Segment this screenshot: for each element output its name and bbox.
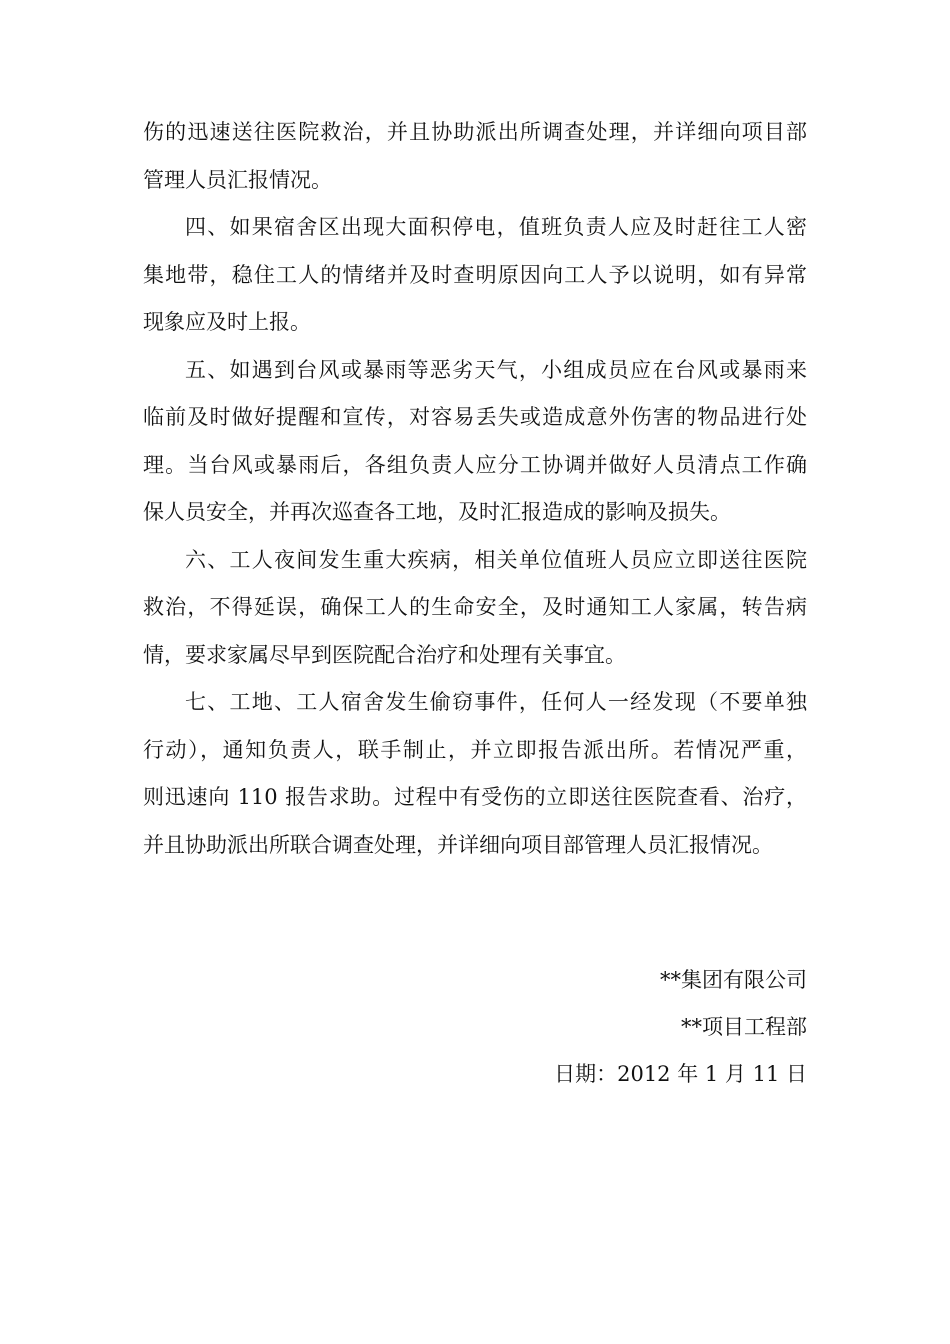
text-line: 现象应及时上报。 <box>143 310 311 334</box>
text-line: 集地带，稳住工人的情绪并及时查明原因向工人予以说明，如有异常 <box>143 262 807 287</box>
paragraph-item-4 <box>143 213 807 336</box>
text-line: 六、工人夜间发生重大疾病，相关单位值班人员应立即送往医院 <box>185 547 807 572</box>
paragraph-item-5 <box>143 356 807 527</box>
text-line: 并且协助派出所联合调查处理，并详细向项目部管理人员汇报情况。 <box>143 832 773 857</box>
text-line: 五、如遇到台风或暴雨等恶劣天气，小组成员应在台风或暴雨来 <box>185 357 807 382</box>
text-line: 七、工地、工人宿舍发生偷窃事件，任何人一经发现（不要单独 <box>185 690 807 714</box>
company-name: **集团有限公司 <box>660 968 807 992</box>
text-line: 理。当台风或暴雨后，各组负责人应分工协调并做好人员清点工作确 <box>143 452 807 477</box>
text-line: 伤的迅速送往医院救治，并且协助派出所调查处理，并详细向项目部 <box>143 120 807 144</box>
department-name: **项目工程部 <box>681 1015 807 1039</box>
text-line: 则迅速向 110 报告求助。过程中有受伤的立即送往医院查看、治疗， <box>143 785 807 809</box>
paragraph-item-6 <box>143 546 807 669</box>
text-line: 行动），通知负责人，联手制止，并立即报告派出所。若情况严重， <box>143 737 807 762</box>
text-line: 管理人员汇报情况。 <box>143 167 332 192</box>
document-body <box>143 118 807 878</box>
text-line: 情，要求家属尽早到医院配合治疗和处理有关事宜。 <box>143 642 626 667</box>
text-line: 临前及时做好提醒和宣传，对容易丢失或造成意外伤害的物品进行处 <box>143 405 807 429</box>
document-date: 日期：2012 年 1 月 11 日 <box>554 1062 807 1086</box>
text-line: 保人员安全，并再次巡查各工地，及时汇报造成的影响及损失。 <box>143 500 731 524</box>
paragraph-continued <box>143 118 807 194</box>
paragraph-item-7 <box>143 688 807 859</box>
text-line: 四、如果宿舍区出现大面积停电，值班负责人应及时赶往工人密 <box>185 215 807 239</box>
signature-block <box>554 966 807 1107</box>
text-line: 救治，不得延误，确保工人的生命安全，及时通知工人家属，转告病 <box>143 595 807 619</box>
